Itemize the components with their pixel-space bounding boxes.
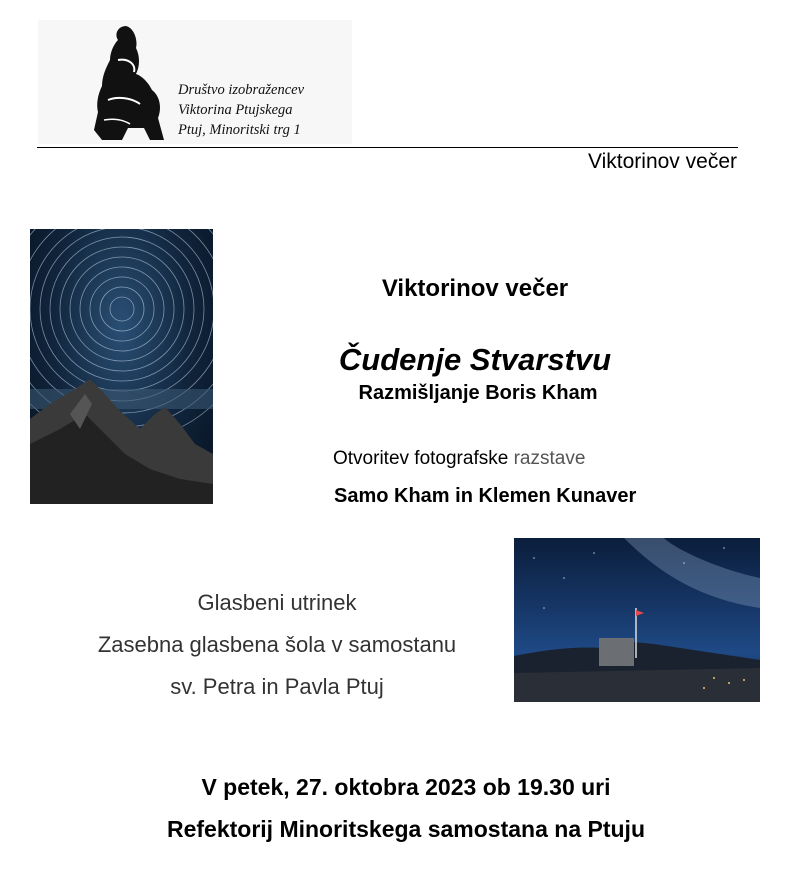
- music-line-1: Glasbeni utrinek: [197, 590, 357, 615]
- music-section: [70, 582, 484, 708]
- event-series-label: Viktorinov večer: [587, 150, 737, 173]
- lecture-subtitle: Razmišljanje Boris Kham: [358, 382, 598, 404]
- music-line-2: Zasebna glasbena šola v samostanu: [97, 632, 457, 657]
- exhibition-authors: Samo Kham in Klemen Kunaver: [334, 485, 637, 507]
- header-divider: [37, 147, 738, 148]
- exhibition-prefix: Otvoritev fotografske: [333, 448, 509, 469]
- org-line-3: Ptuj, Minoritski trg 1: [178, 122, 301, 138]
- organization-logo: [38, 20, 352, 144]
- thinker-statue-icon: [88, 20, 168, 144]
- lecture-title: Čudenje Stvarstvu: [338, 342, 612, 377]
- star-trails-photo: [30, 229, 213, 504]
- org-line-2: Viktorina Ptujskega: [178, 102, 293, 118]
- organization-name: [178, 80, 304, 140]
- event-venue: Refektorij Minoritskega samostana na Ptuju: [166, 816, 645, 842]
- music-line-3: sv. Petra in Pavla Ptuj: [170, 674, 384, 699]
- exhibition-suffix: razstave: [513, 448, 586, 469]
- org-line-1: Društvo izobražencev: [178, 82, 305, 98]
- exhibition-opening: [333, 448, 585, 470]
- event-title: Viktorinov večer: [381, 275, 569, 302]
- event-date: V petek, 27. oktobra 2023 ob 19.30 uri: [201, 774, 611, 800]
- milky-way-photo: [514, 538, 760, 702]
